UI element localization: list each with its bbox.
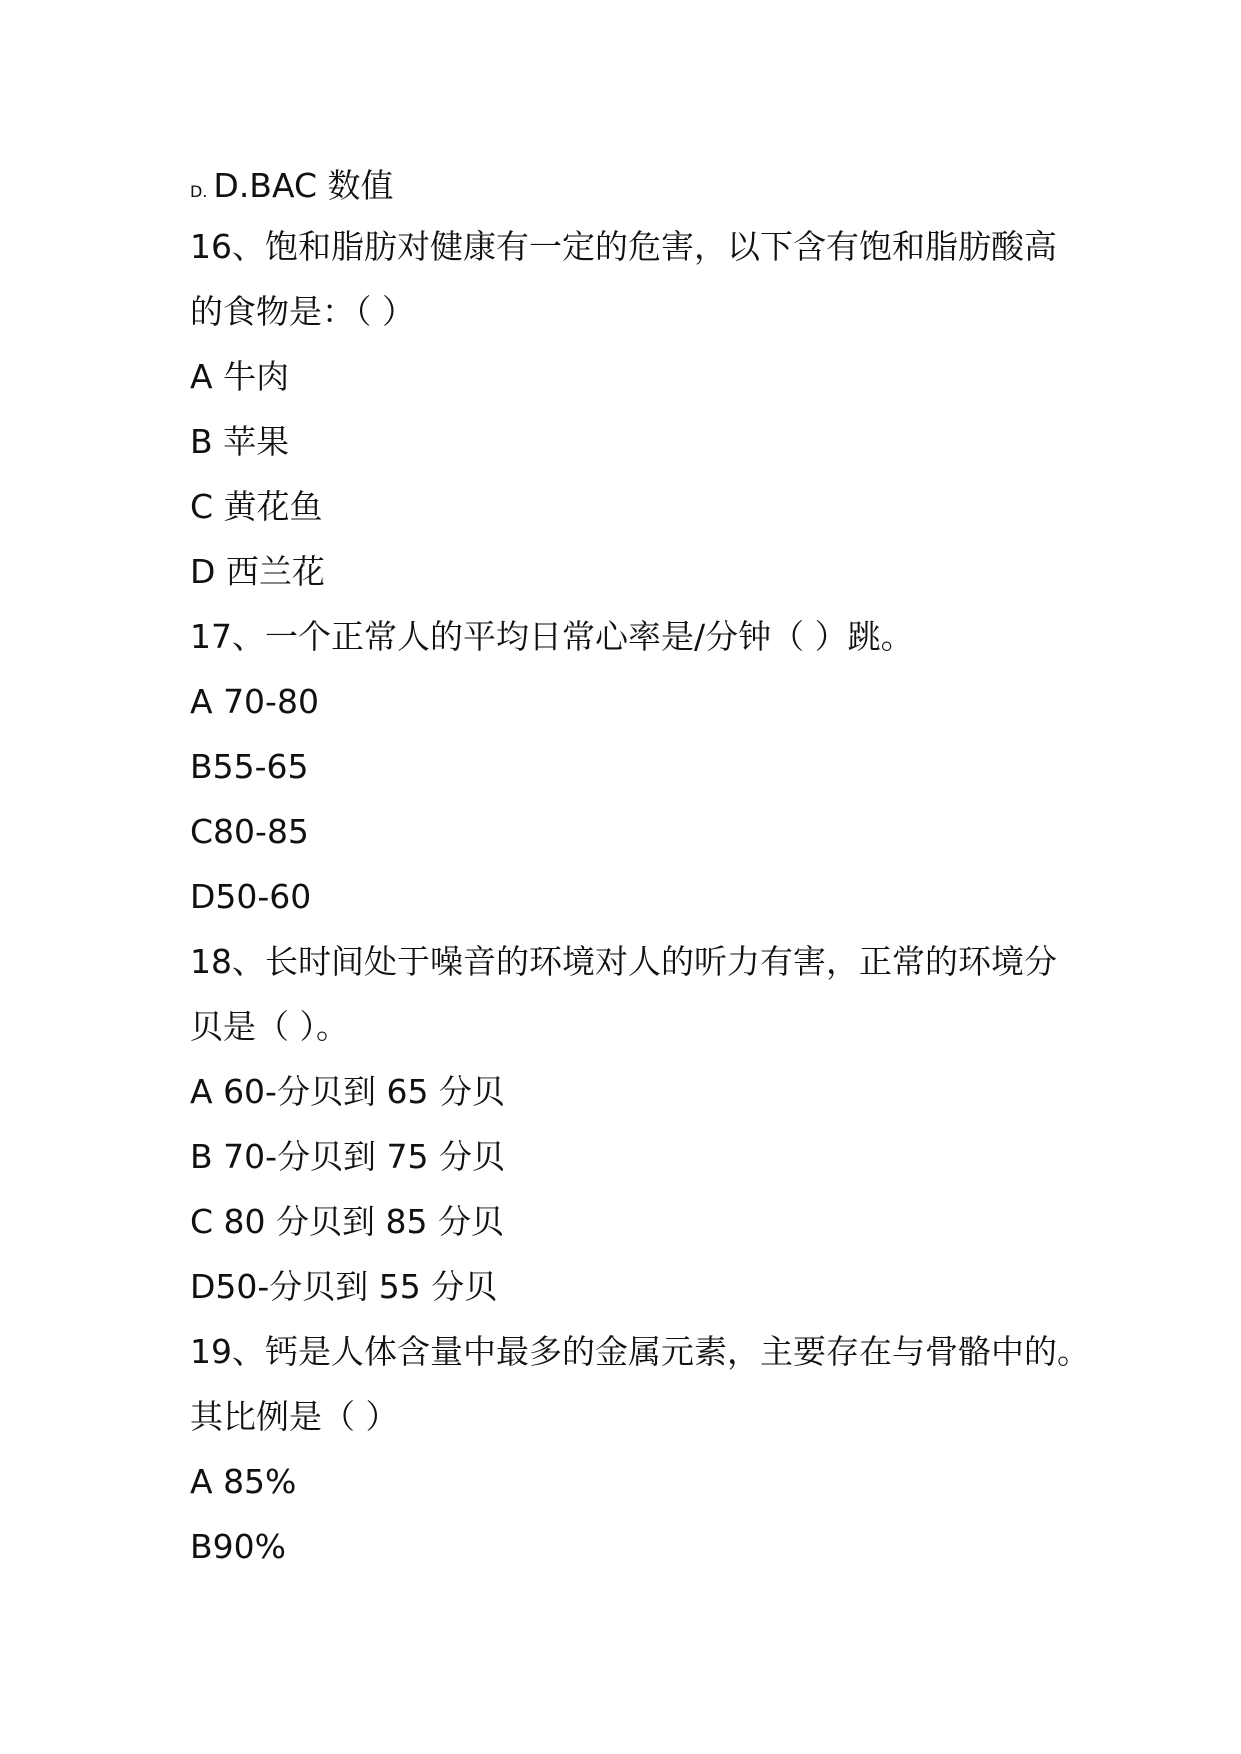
question-17-option-d: D50-60 bbox=[190, 877, 312, 916]
document-content bbox=[190, 158, 1090, 1579]
question-19-line-1: 19、钙是人体含量中最多的金属元素，主要存在与骨骼中的。 bbox=[190, 1332, 1090, 1371]
question-18-option-a: A 60-分贝到 65 分贝 bbox=[190, 1072, 505, 1111]
question-19-option-a: A 85% bbox=[190, 1462, 297, 1501]
question-19-option-b: B90% bbox=[190, 1527, 286, 1566]
question-18-option-b: B 70-分贝到 75 分贝 bbox=[190, 1137, 505, 1176]
question-16-option-a: A 牛肉 bbox=[190, 357, 290, 396]
question-17-option-b: B55-65 bbox=[190, 747, 309, 786]
question-18-option-c: C 80 分贝到 85 分贝 bbox=[190, 1202, 504, 1241]
question-16-option-b: B 苹果 bbox=[190, 422, 290, 461]
question-17: 17、一个正常人的平均日常心率是/分钟（ ）跳。 bbox=[190, 617, 914, 656]
question-17-option-c: C80-85 bbox=[190, 812, 309, 851]
question-17-option-a: A 70-80 bbox=[190, 682, 319, 721]
option-d-previous-question bbox=[190, 158, 1090, 214]
question-16-line-2: 的食物是：（ ） bbox=[190, 292, 415, 331]
option-prefix: D. bbox=[190, 182, 208, 201]
question-16-option-d: D 西兰花 bbox=[190, 552, 325, 591]
option-text: D.BAC 数值 bbox=[213, 166, 394, 205]
question-16-line-1: 16、饱和脂肪对健康有一定的危害，以下含有饱和脂肪酸高 bbox=[190, 227, 1057, 266]
question-18-line-2: 贝是（ ）。 bbox=[190, 1007, 349, 1046]
question-16-option-c: C 黄花鱼 bbox=[190, 487, 323, 526]
question-18-line-1: 18、长时间处于噪音的环境对人的听力有害，正常的环境分 bbox=[190, 942, 1057, 981]
question-19-line-2: 其比例是（ ） bbox=[190, 1397, 399, 1436]
question-18-option-d: D50-分贝到 55 分贝 bbox=[190, 1267, 498, 1306]
